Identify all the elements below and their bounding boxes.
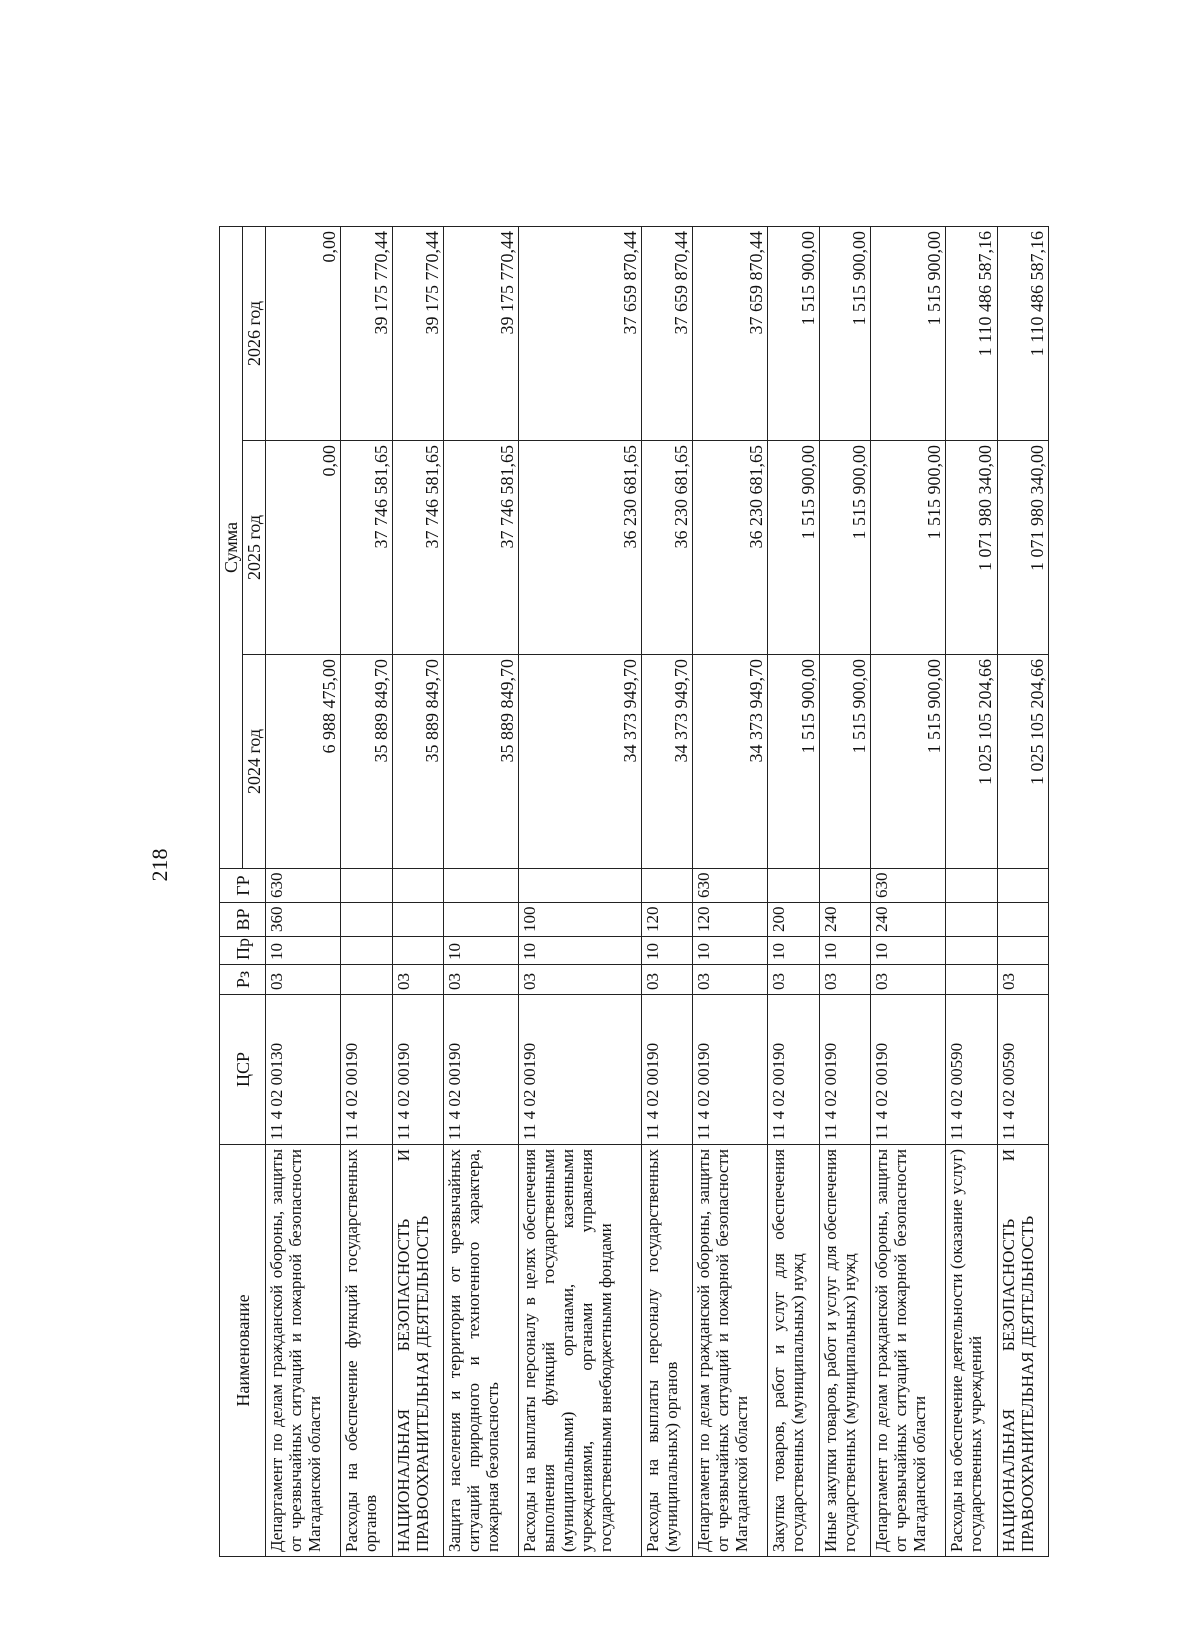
table-cell-vr [997,903,1049,937]
table-row [641,226,692,1556]
table-cell-csr: 11 4 02 00190 [392,995,443,1145]
table-cell-name: Иные закупки товаров, работ и услуг для обеспечения государственных (муниципальных) нужд [819,1145,870,1557]
table-cell-gr: 630 [266,869,341,903]
budget-table [219,226,1049,1557]
table-cell-sum-2024: 6 988 475,00 [266,655,341,869]
table-cell-sum-2024: 1 515 900,00 [871,655,946,869]
table-cell-sum-2024: 34 373 949,70 [693,655,768,869]
table-cell-pr [946,937,997,965]
table-cell-rz: 03 [444,965,519,995]
header-pr: Пр [220,937,266,965]
table-cell-sum-2025: 36 230 681,65 [641,441,692,655]
table-cell-gr [946,869,997,903]
table-cell-sum-2024: 34 373 949,70 [519,655,642,869]
table-cell-pr [997,937,1049,965]
table-cell-vr: 360 [266,903,341,937]
table-cell-vr [392,903,443,937]
table-cell-gr [444,869,519,903]
table-cell-pr [392,937,443,965]
table-row [519,226,642,1556]
table-cell-sum-2024: 1 025 105 204,66 [997,655,1049,869]
table-cell-gr [819,869,870,903]
table-cell-sum-2026: 1 110 486 587,16 [946,226,997,440]
table-cell-sum-2026: 37 659 870,44 [693,226,768,440]
table-cell-pr: 10 [819,937,870,965]
table-cell-sum-2024: 1 025 105 204,66 [946,655,997,869]
table-cell-name: Расходы на выплаты персоналу государственных (муниципальных) органов [641,1145,692,1557]
table-cell-sum-2024: 35 889 849,70 [392,655,443,869]
table-cell-vr: 240 [819,903,870,937]
table-cell-sum-2026: 1 515 900,00 [819,226,870,440]
table-cell-name: Департамент по делам гражданской обороны, защиты от чрезвычайных ситуаций и пожарной безопасности Магаданской области [871,1145,946,1557]
table-cell-vr [946,903,997,937]
table-cell-csr: 11 4 02 00190 [341,995,392,1145]
table-cell-sum-2024: 1 515 900,00 [819,655,870,869]
table-cell-pr: 10 [266,937,341,965]
table-cell-vr: 120 [693,903,768,937]
table-cell-gr [768,869,819,903]
table-cell-sum-2026: 1 515 900,00 [768,226,819,440]
table-cell-rz: 03 [392,965,443,995]
table-cell-csr: 11 4 02 00590 [997,995,1049,1145]
table-cell-csr: 11 4 02 00190 [871,995,946,1145]
table-cell-gr [341,869,392,903]
table-cell-gr: 630 [693,869,768,903]
table-cell-name: Расходы на обеспечение функций государственных органов [341,1145,392,1557]
table-cell-sum-2026: 1 110 486 587,16 [997,226,1049,440]
table-cell-name: Департамент по делам гражданской обороны, защиты от чрезвычайных ситуаций и пожарной безопасности Магаданской области [693,1145,768,1557]
table-cell-gr [519,869,642,903]
table-row [997,226,1049,1556]
table-cell-vr: 120 [641,903,692,937]
table-cell-vr [444,903,519,937]
table-cell-gr: 630 [871,869,946,903]
table-cell-sum-2026: 39 175 770,44 [444,226,519,440]
table-cell-rz: 03 [819,965,870,995]
table-cell-sum-2026: 37 659 870,44 [519,226,642,440]
header-year-2024: 2024 год [243,655,266,869]
table-cell-pr: 10 [444,937,519,965]
table-row [819,226,870,1556]
table-cell-rz: 03 [641,965,692,995]
table-cell-sum-2025: 37 746 581,65 [392,441,443,655]
table-cell-sum-2026: 39 175 770,44 [341,226,392,440]
table-cell-sum-2024: 34 373 949,70 [641,655,692,869]
table-cell-csr: 11 4 02 00190 [519,995,642,1145]
table-row [871,226,946,1556]
table-cell-pr: 10 [519,937,642,965]
rotated-table-container [219,227,1049,1557]
header-sum: Сумма [220,226,243,868]
table-cell-sum-2025: 1 515 900,00 [819,441,870,655]
table-cell-rz: 03 [693,965,768,995]
table-cell-sum-2026: 37 659 870,44 [641,226,692,440]
table-cell-vr: 100 [519,903,642,937]
table-cell-csr: 11 4 02 00190 [641,995,692,1145]
header-year-2025: 2025 год [243,441,266,655]
table-cell-pr: 10 [768,937,819,965]
table-cell-rz [341,965,392,995]
table-row [946,226,997,1556]
table-cell-pr [341,937,392,965]
table-cell-csr: 11 4 02 00190 [444,995,519,1145]
table-cell-sum-2025: 37 746 581,65 [444,441,519,655]
table-cell-pr: 10 [693,937,768,965]
table-cell-sum-2025: 37 746 581,65 [341,441,392,655]
page-number: 218 [147,848,172,882]
table-cell-gr [392,869,443,903]
table-cell-csr: 11 4 02 00130 [266,995,341,1145]
table-row [693,226,768,1556]
table-cell-csr: 11 4 02 00190 [819,995,870,1145]
table-cell-sum-2026: 0,00 [266,226,341,440]
header-csr: ЦСР [220,995,266,1145]
table-cell-sum-2026: 1 515 900,00 [871,226,946,440]
table-row [444,226,519,1556]
table-cell-csr: 11 4 02 00590 [946,995,997,1145]
table-cell-name: Расходы на выплаты персоналу в целях обеспечения выполнения функций государственными (муниципальными) органами, казенными учреждениями, органами управления государственными внебюджетными фондами [519,1145,642,1557]
table-cell-sum-2024: 35 889 849,70 [341,655,392,869]
table-cell-name: НАЦИОНАЛЬНАЯ БЕЗОПАСНОСТЬ И ПРАВООХРАНИТЕЛЬНАЯ ДЕЯТЕЛЬНОСТЬ [392,1145,443,1557]
table-row [266,226,341,1556]
header-vr: ВР [220,903,266,937]
table-body [266,226,1049,1556]
table-header [220,226,266,1556]
table-cell-sum-2024: 1 515 900,00 [768,655,819,869]
table-row [341,226,392,1556]
table-cell-rz: 03 [768,965,819,995]
header-year-2026: 2026 год [243,226,266,440]
table-cell-name: НАЦИОНАЛЬНАЯ БЕЗОПАСНОСТЬ И ПРАВООХРАНИТЕЛЬНАЯ ДЕЯТЕЛЬНОСТЬ [997,1145,1049,1557]
table-cell-csr: 11 4 02 00190 [768,995,819,1145]
table-cell-rz: 03 [519,965,642,995]
table-cell-vr [341,903,392,937]
table-cell-sum-2024: 35 889 849,70 [444,655,519,869]
table-cell-rz: 03 [871,965,946,995]
table-cell-sum-2025: 1 071 980 340,00 [997,441,1049,655]
table-cell-pr: 10 [641,937,692,965]
header-gr: ГР [220,869,266,903]
table-cell-sum-2025: 0,00 [266,441,341,655]
table-cell-vr: 200 [768,903,819,937]
table-cell-name: Департамент по делам гражданской обороны, защиты от чрезвычайных ситуаций и пожарной безопасности Магаданской области [266,1145,341,1557]
table-cell-name: Расходы на обеспечение деятельности (оказание услуг) государственных учреждений [946,1145,997,1557]
table-cell-rz: 03 [266,965,341,995]
table-cell-rz: 03 [997,965,1049,995]
header-name: Наименование [220,1145,266,1557]
table-cell-sum-2025: 36 230 681,65 [519,441,642,655]
header-rz: Рз [220,965,266,995]
table-cell-csr: 11 4 02 00190 [693,995,768,1145]
table-cell-sum-2025: 1 071 980 340,00 [946,441,997,655]
table-cell-sum-2025: 1 515 900,00 [871,441,946,655]
table-cell-name: Закупка товаров, работ и услуг для обеспечения государственных (муниципальных) нужд [768,1145,819,1557]
table-cell-sum-2025: 1 515 900,00 [768,441,819,655]
table-cell-rz [946,965,997,995]
table-cell-sum-2025: 36 230 681,65 [693,441,768,655]
table-row [392,226,443,1556]
table-cell-sum-2026: 39 175 770,44 [392,226,443,440]
table-cell-gr [641,869,692,903]
table-cell-name: Защита населения и территории от чрезвычайных ситуаций природного и техногенного характера, пожарная безопасность [444,1145,519,1557]
table-row [768,226,819,1556]
table-cell-gr [997,869,1049,903]
table-cell-vr: 240 [871,903,946,937]
table-cell-pr: 10 [871,937,946,965]
